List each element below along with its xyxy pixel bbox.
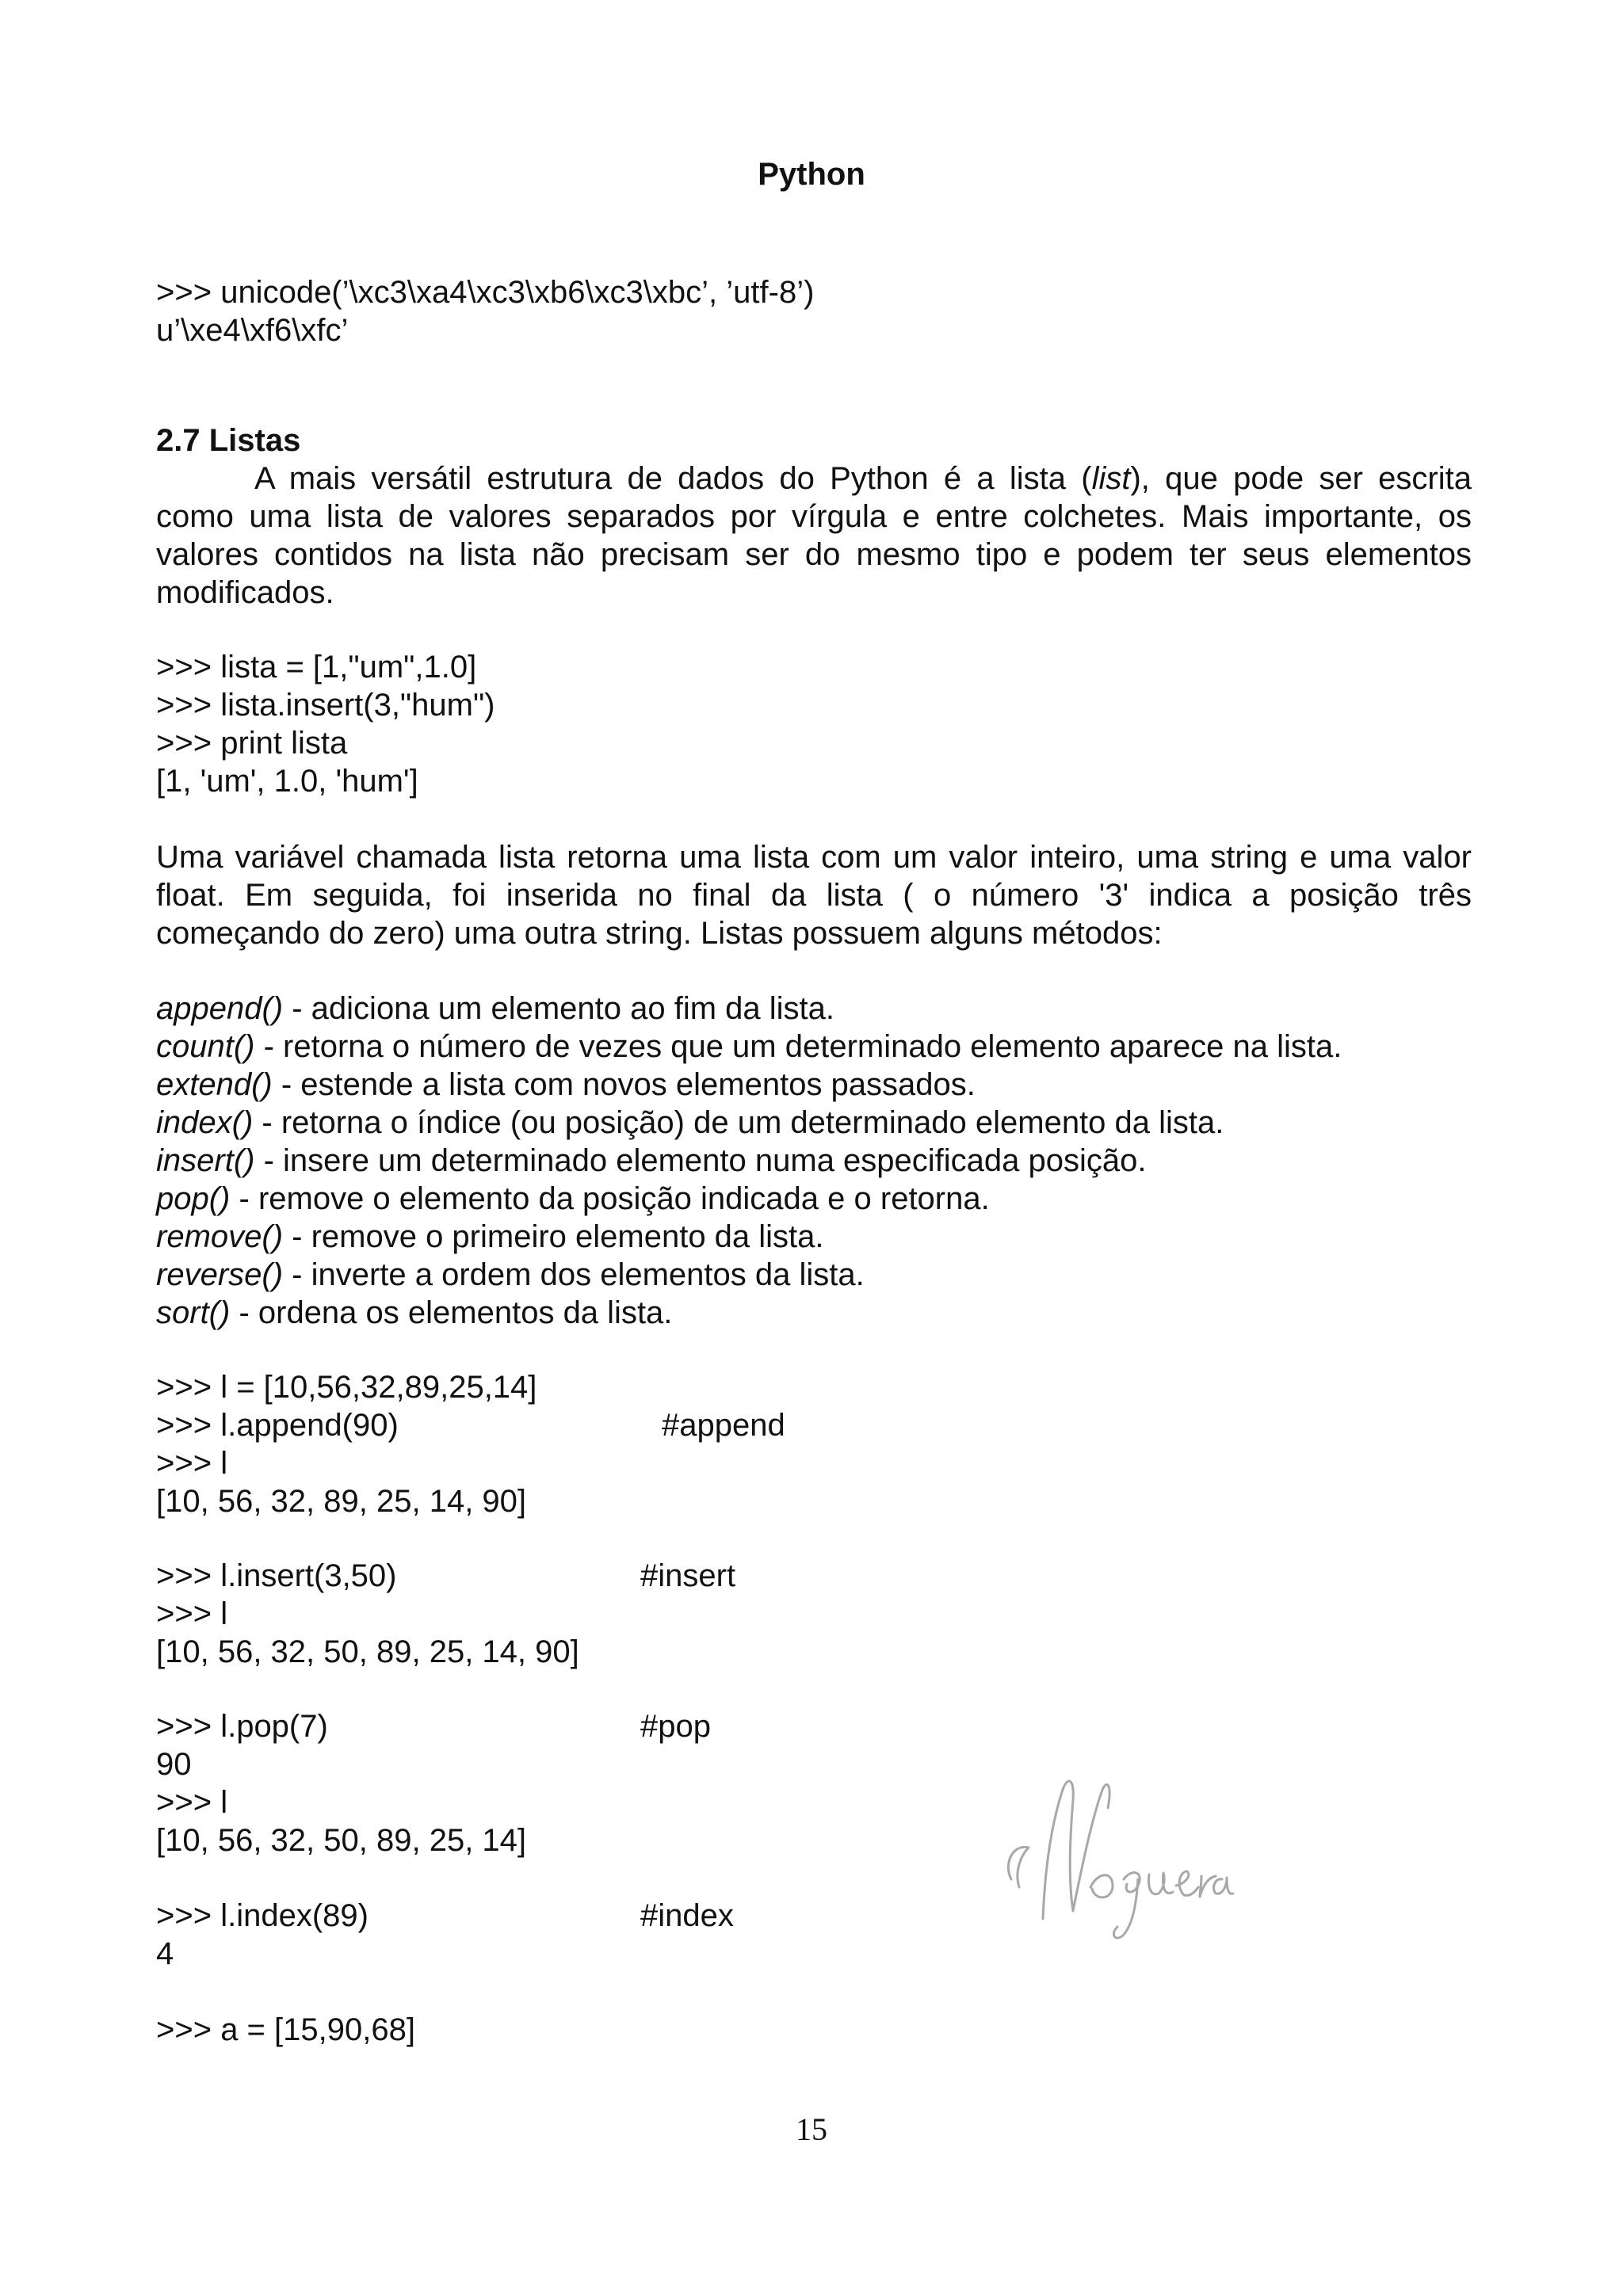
method-item (156, 1180, 1472, 1218)
code-line: >>> l.append(90) #append (156, 1408, 785, 1443)
method-description: - inverte a ordem dos elementos da lista. (283, 1257, 865, 1292)
code-line: [1, 'um', 1.0, 'hum'] (156, 764, 418, 799)
methods-list (156, 990, 1472, 1332)
paragraph-line: valores contidos na lista não precisam ser do mesmo tipo e podem ter seus elementos (156, 537, 1472, 572)
page-number: 15 (796, 2111, 827, 2147)
method-item (156, 990, 1472, 1028)
append-code-block (156, 1368, 1472, 1520)
section-title: 2.7 Listas (156, 423, 301, 458)
code-line: >>> l = [10,56,32,89,25,14] (156, 1370, 537, 1405)
code-line: >>> l.index(89) #index (156, 1898, 734, 1933)
method-description: - remove o elemento da posição indicada e o retorna. (230, 1181, 990, 1216)
paragraph-line: A mais versátil estrutura de dados do Python é a lista (list), que pode ser escrita (254, 461, 1472, 496)
code-line: [10, 56, 32, 50, 89, 25, 14, 90] (156, 1634, 579, 1669)
unicode-code-block (156, 273, 1472, 349)
method-item (156, 1218, 1472, 1256)
code-comment: #index (640, 1898, 734, 1933)
method-name: append() (156, 991, 284, 1026)
index-code-block (156, 1897, 1472, 1973)
a-code-block (156, 2011, 1472, 2049)
method-name: reverse() (156, 1257, 284, 1292)
method-name: remove() (156, 1219, 284, 1254)
code-line: [10, 56, 32, 50, 89, 25, 14] (156, 1823, 527, 1858)
method-item (156, 1294, 1472, 1332)
method-description: - ordena os elementos da lista. (230, 1295, 673, 1330)
method-name: insert() (156, 1143, 255, 1178)
code-line: >>> l (156, 1446, 228, 1481)
method-item (156, 1066, 1472, 1104)
paragraph-line: como uma lista de valores separados por vírgula e entre colchetes. Mais importante, os (156, 499, 1472, 534)
code-line: >>> l (156, 1596, 228, 1631)
code-line: [10, 56, 32, 89, 25, 14, 90] (156, 1484, 527, 1519)
method-item (156, 1256, 1472, 1294)
code-line: >>> unicode(’\xc3\xa4\xc3\xb6\xc3\xbc’, ’utf-8’) (156, 275, 815, 310)
code-line: >>> print lista (156, 726, 348, 761)
code-line: >>> lista.insert(3,"hum") (156, 688, 495, 723)
intro-paragraph (156, 460, 1472, 612)
paragraph-line: começando do zero) uma outra string. Listas possuem alguns métodos: (156, 916, 1163, 951)
method-description: - adiciona um elemento ao fim da lista. (283, 991, 835, 1026)
insert-code-block (156, 1557, 1472, 1671)
code-comment: #pop (640, 1709, 711, 1744)
method-description: - insere um determinado elemento numa especificada posição. (254, 1143, 1147, 1178)
method-item (156, 1028, 1472, 1066)
pop-code-block (156, 1707, 1472, 1859)
code-line: 4 (156, 1936, 174, 1971)
paragraph-line: float. Em seguida, foi inserida no final da lista ( o número '3' indica a posição três (156, 878, 1472, 913)
method-item (156, 1104, 1472, 1142)
method-description: - retorna o número de vezes que um determinado elemento aparece na lista. (254, 1029, 1342, 1064)
code-line: >>> a = [15,90,68] (156, 2012, 415, 2047)
explanation-paragraph (156, 838, 1472, 952)
code-line: u’\xe4\xf6\xfc’ (156, 313, 349, 348)
method-name: sort() (156, 1295, 231, 1330)
code-line: >>> l.insert(3,50) #insert (156, 1558, 736, 1593)
code-line: >>> l.pop(7) #pop (156, 1709, 711, 1744)
method-name: extend() (156, 1067, 273, 1102)
paragraph-line: modificados. (156, 575, 334, 610)
code-line: >>> lista = [1,"um",1.0] (156, 650, 477, 685)
code-comment: #append (662, 1408, 785, 1443)
paragraph-line: Uma variável chamada lista retorna uma lista com um valor inteiro, uma string e uma valor (156, 840, 1472, 875)
method-name: index() (156, 1105, 254, 1140)
method-description: - estende a lista com novos elementos passados. (272, 1067, 976, 1102)
code-comment: #insert (640, 1558, 736, 1593)
method-description: - retorna o índice (ou posição) de um determinado elemento da lista. (253, 1105, 1224, 1140)
method-name: count() (156, 1029, 255, 1064)
signature-watermark (997, 1760, 1235, 1951)
method-item (156, 1142, 1472, 1180)
code-line: 90 (156, 1747, 192, 1782)
code-line: >>> l (156, 1785, 228, 1820)
page-header: Python (758, 157, 865, 192)
method-name: pop() (156, 1181, 231, 1216)
method-description: - remove o primeiro elemento da lista. (283, 1219, 824, 1254)
list-code-block (156, 648, 1472, 800)
